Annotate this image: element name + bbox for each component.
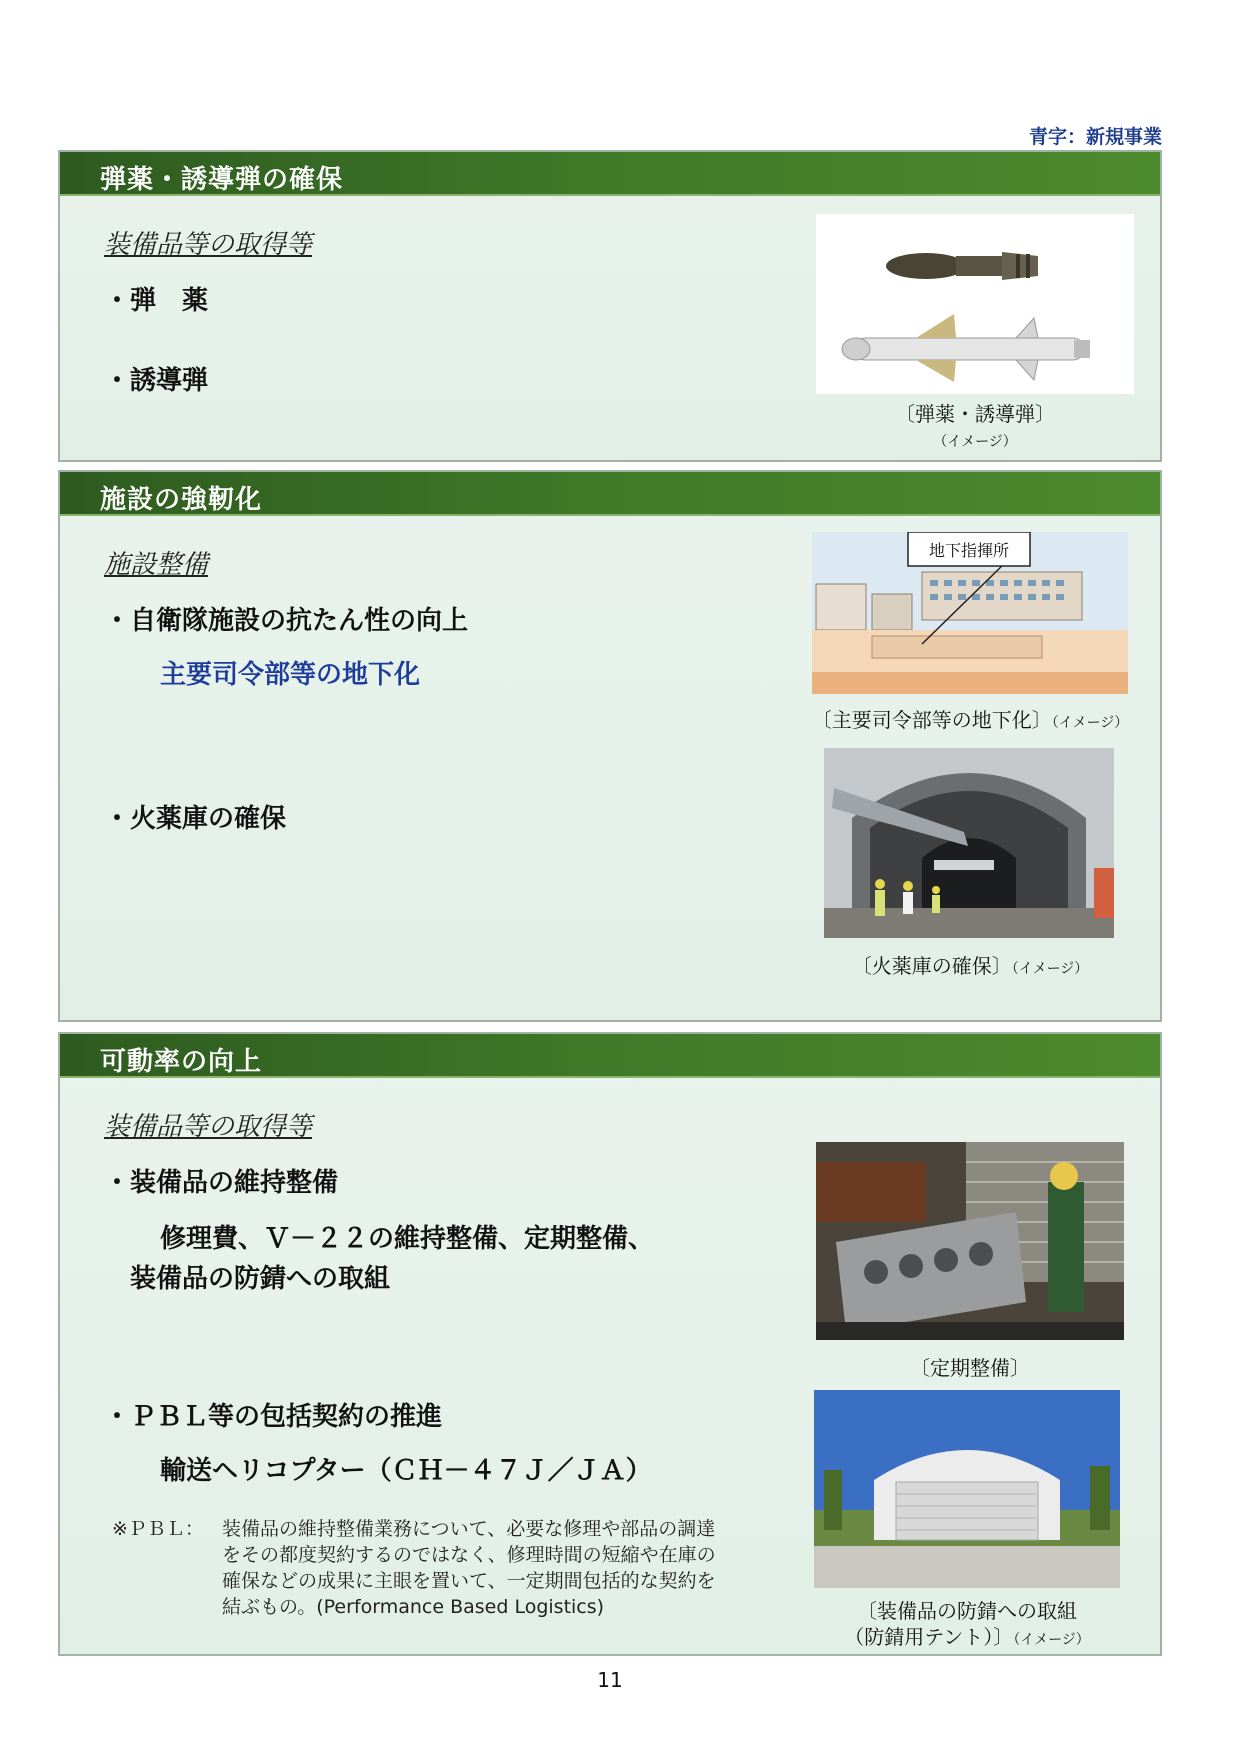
- tunnel-illustration: [824, 748, 1114, 938]
- detail-maintenance-line1: 修理費、Ｖ－２２の維持整備、定期整備、: [160, 1224, 655, 1254]
- periodic-maintenance-image: [816, 1142, 1124, 1340]
- section-title: 施設の強靭化: [60, 472, 1160, 516]
- bullet-equipment-maintenance: ・装備品の維持整備: [104, 1168, 339, 1198]
- underground-hq-diagram: [812, 532, 1128, 694]
- ammunition-depot-caption: 〔火薬庫の確保〕（イメージ）: [851, 954, 1089, 978]
- legend-note: 青字：新規事業: [1028, 126, 1162, 148]
- bullet-ammunition: ・弾 薬: [104, 286, 209, 316]
- pbl-note-label: ※ＰＢＬ：: [112, 1518, 204, 1540]
- underground-command-label: 地下指揮所: [928, 541, 1009, 560]
- detail-underground-hq: 主要司令部等の地下化: [160, 660, 421, 690]
- tent-illustration: [814, 1390, 1120, 1588]
- page-number: 11: [597, 1668, 623, 1692]
- detail-maintenance-line2: 装備品の防錆への取組: [130, 1264, 391, 1294]
- periodic-maintenance-caption: 〔定期整備〕: [910, 1356, 1030, 1380]
- detail-transport-helicopter: 輸送ヘリコプター（ＣＨ－４７Ｊ／ＪＡ）: [160, 1456, 652, 1486]
- sub-heading: 施設整備: [104, 550, 209, 580]
- section-operational-availability: [58, 1032, 1162, 1656]
- section-ammunition: [58, 150, 1162, 462]
- section-facility-resilience: [58, 470, 1162, 1022]
- section-title: 可動率の向上: [60, 1034, 1160, 1078]
- rust-prevention-tent-image: [814, 1390, 1120, 1588]
- ammunition-depot-image: [824, 748, 1114, 938]
- sub-heading: 装備品等の取得等: [104, 1112, 313, 1142]
- bullet-ammunition-depot: ・火薬庫の確保: [104, 804, 287, 834]
- bullet-pbl-contract: ・ＰＢＬ等の包括契約の推進: [104, 1402, 443, 1432]
- engine-maintenance-illustration: [816, 1142, 1124, 1340]
- ammunition-caption: 〔弾薬・誘導弾〕 （イメージ）: [895, 402, 1055, 450]
- underground-hq-caption: 〔主要司令部等の地下化〕（イメージ）: [811, 708, 1129, 732]
- bullet-guided-missile: ・誘導弾: [104, 366, 209, 396]
- section-title: 弾薬・誘導弾の確保: [60, 152, 1160, 196]
- missile-illustration: [816, 214, 1134, 394]
- pbl-note-text: 装備品の維持整備業務について、必要な修理や部品の調達 をその都度契約するのではなく、修理時間の短縮や在庫の 確保などの成果に主眼を置いて、一定期間包括的な契約を 結ぶもの。(Performance Based Logistics): [222, 1518, 716, 1618]
- sub-heading: 装備品等の取得等: [104, 230, 313, 260]
- ammunition-missile-image: [816, 214, 1134, 394]
- bullet-facility-survivability: ・自衛隊施設の抗たん性の向上: [104, 606, 469, 636]
- rust-prevention-caption: 〔装備品の防錆への取組 （防錆用テント）〕（イメージ）: [844, 1599, 1090, 1649]
